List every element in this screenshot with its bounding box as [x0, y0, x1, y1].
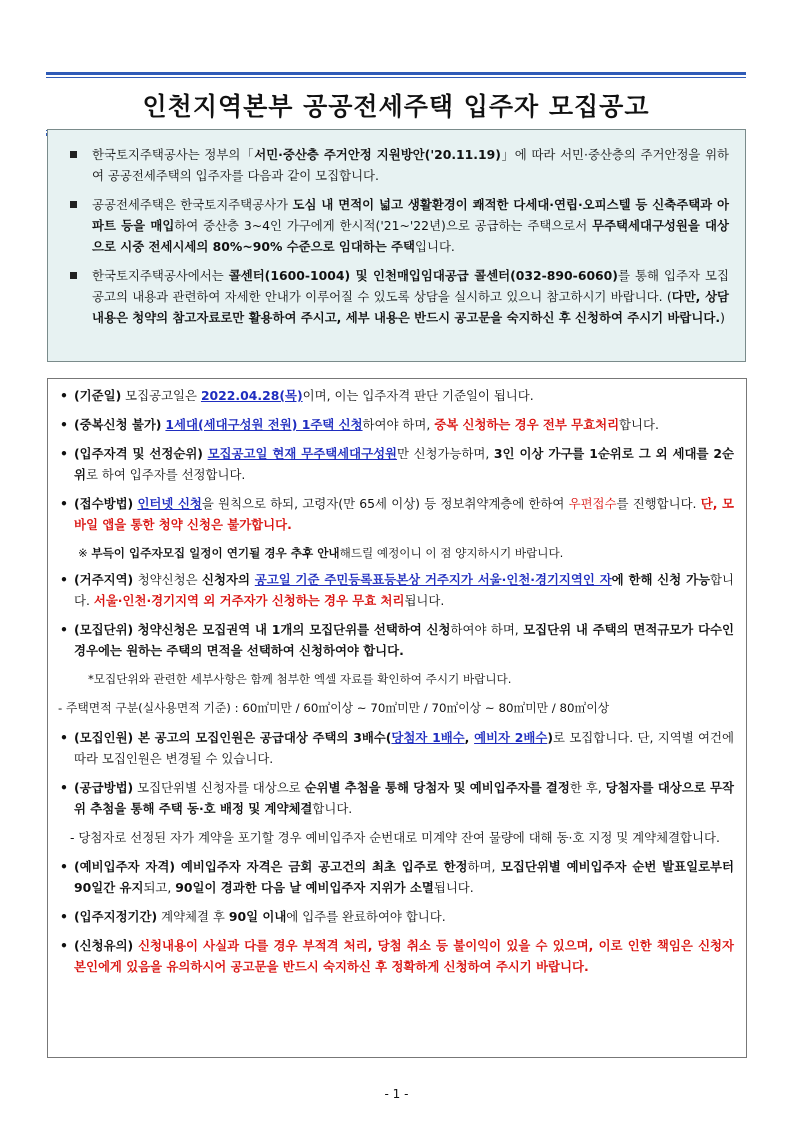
- bullet-icon: •: [60, 938, 68, 953]
- title-box: [46, 72, 746, 136]
- supply-note: - 당첨자로 선정된 자가 계약을 포기할 경우 예비입주자 순번대로 미계약 잔여 물량에 대해 동·호 지정 및 계약체결합니다.: [70, 830, 720, 845]
- square-bullet-icon: [70, 272, 77, 279]
- bullet-icon: •: [60, 780, 68, 795]
- intro-paragraph: 공공전세주택은 한국토지주택공사가 도심 내 면적이 넓고 생활환경이 쾌적한 다세대·연립·오피스텔 등 신축주택과 아파트 등을 매입하여 중산층 3~4인 가구에게 한시적('21~'22년)으로 공급하는 주택으로서 무주택세대구성원을 대상으로 시중 전세시세의 80%~90% 수준으로 임대하는 주택입니다.: [64, 194, 729, 257]
- item-duplicate: • (중복신청 불가) 1세대(세대구성원 전원) 1주택 신청하여야 하며, 중복 신청하는 경우 전부 무효처리합니다.: [58, 414, 734, 435]
- intro-box: [47, 129, 746, 362]
- item-application-method: • (접수방법) 인터넷 신청을 원칙으로 하되, 고령자(만 65세 이상) 등 정보취약계층에 한하여 우편접수를 진행합니다. 단, 모바일 앱을 통한 청약 신청은 불가합니다.: [58, 493, 734, 535]
- schedule-notice: ※ 부득이 입주자모집 일정이 연기될 경우 추후 안내해드릴 예정이니 이 점 양지하시기 바랍니다.: [78, 546, 564, 560]
- item-supply-method: • (공급방법) 모집단위별 신청자를 대상으로 순위별 추첨을 통해 당첨자 및 예비입주자를 결정한 후, 당첨자를 대상으로 무작위 추첨을 통해 주택 동·호 배정 및 계약체결합니다.: [58, 777, 734, 819]
- notice-details-box: [47, 378, 747, 1058]
- bullet-icon: •: [60, 909, 68, 924]
- bullet-icon: •: [60, 622, 68, 637]
- intro-paragraph: 한국토지주택공사는 정부의「서민·중산층 주거안정 지원방안('20.11.19)」에 따라 서민·중산층의 주거안정을 위하여 공공전세주택의 입주자를 다음과 같이 모집합니다.: [64, 144, 729, 186]
- item-recruit-unit: • (모집단위) 청약신청은 모집권역 내 1개의 모집단위를 선택하여 신청하여야 하며, 모집단위 내 주택의 면적규모가 다수인 경우에는 원하는 주택의 면적을 선택하여 신청하여야 합니다.: [58, 619, 734, 661]
- item-residence: • (거주지역) 청약신청은 신청자의 공고일 기준 주민등록표등본상 거주지가 서울·인천·경기지역인 자에 한해 신청 가능합니다. 서울·인천·경기지역 외 거주자가 신청하는 경우 무효 처리됩니다.: [58, 569, 734, 611]
- bullet-icon: •: [60, 859, 68, 874]
- announcement-date: 2022.04.28(목): [200, 388, 303, 403]
- page-title: 인천지역본부 공공전세주택 입주자 모집공고: [142, 92, 650, 121]
- square-bullet-icon: [70, 201, 77, 208]
- item-caution: • (신청유의) 신청내용이 사실과 다를 경우 부적격 처리, 당첨 취소 등 불이익이 있을 수 있으며, 이로 인한 책임은 신청자 본인에게 있음을 유의하시어 공고문을 반드시 숙지하신 후 정확하게 신청하여 주시기 바랍니다.: [58, 935, 734, 977]
- bullet-icon: •: [60, 417, 68, 432]
- page-number: - 1 -: [384, 1087, 409, 1101]
- bullet-icon: •: [60, 572, 68, 587]
- item-eligibility: • (입주자격 및 선정순위) 모집공고일 현재 무주택세대구성원만 신청가능하며, 3인 이상 가구를 1순위로 그 외 세대를 2순위로 하여 입주자를 선정합니다.: [58, 443, 734, 485]
- unit-note: *모집단위와 관련한 세부사항은 함께 첨부한 엑셀 자료를 확인하여 주시기 바랍니다.: [88, 672, 512, 686]
- bullet-icon: •: [60, 730, 68, 745]
- item-recruit-count: • (모집인원) 본 공고의 모집인원은 공급대상 주택의 3배수(당첨자 1배수, 예비자 2배수)로 모집합니다. 단, 지역별 여건에 따라 모집인원은 변경될 수 있습니다.: [58, 727, 734, 769]
- item-reserve: • (예비입주자 자격) 예비입주자 자격은 금회 공고건의 최초 입주로 한정하며, 모집단위별 예비입주자 순번 발표일로부터 90일간 유지되고, 90일이 경과한 다음 날 예비입주자 지위가 소멸됩니다.: [58, 856, 734, 898]
- square-bullet-icon: [70, 151, 77, 158]
- bullet-icon: •: [60, 496, 68, 511]
- area-classification: - 주택면적 구분(실사용면적 기준) : 60㎡미만 / 60㎡이상 ~ 70㎡미만 / 70㎡이상 ~ 80㎡미만 / 80㎡이상: [58, 701, 610, 715]
- bullet-icon: •: [60, 446, 68, 461]
- item-base-date: • (기준일) 모집공고일은 2022.04.28(목)이며, 이는 입주자격 판단 기준일이 됩니다.: [58, 385, 734, 406]
- item-move-in: • (입주지정기간) 계약체결 후 90일 이내에 입주를 완료하여야 합니다.: [58, 906, 734, 927]
- title-rule: [46, 72, 746, 75]
- intro-paragraph: 한국토지주택공사에서는 콜센터(1600-1004) 및 인천매입임대공급 콜센터(032-890-6060)를 통해 입주자 모집공고의 내용과 관련하여 자세한 안내가 이루어질 수 있도록 상담을 실시하고 있으니 참고하시기 바랍니다. (다만, 상담내용은 청약의 참고자료로만 활용하여 주시고, 세부 내용은 반드시 공고문을 숙지하신 후 신청하여 주시기 바랍니다.): [64, 265, 729, 328]
- bullet-icon: •: [60, 388, 68, 403]
